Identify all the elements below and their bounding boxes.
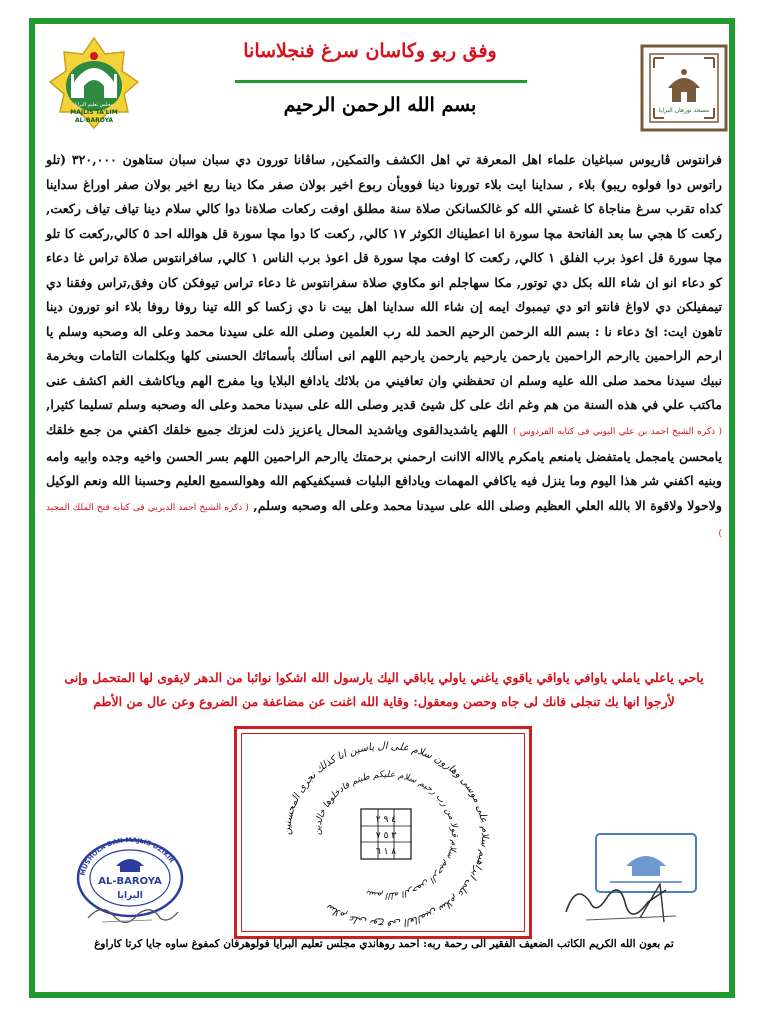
body-paragraph-2: اللهم ياشديدالقوى وياشديد المحال ياعزيز ذلت لعزتك جميع خلقك اكفني من جمع خلقك يامحسن يامجمل يامتفضل يامنعم يامكرم يالااله الاانت ارحمني برحمتك ياارحم الراحمين اللهم بسر الحسن واخيه وجده وابيه وامه وبنيه اكفني شر هذا اليوم وما ينزل فيه ياكافي المهمات ويادافع البليات فسيكفيكهم الله وهوالسميع العليم وحسبنا الله ونعم الوكيل ولاحولا ولاقوة الا بالله العلي العظيم وصلى الله على سيدنا محمد وعلى اله وصحبه وسلم,	[46, 422, 723, 513]
stamp-arabic: البرايا	[117, 891, 143, 901]
left-logo-arabic: مجلس تعليم البرايا	[74, 102, 114, 108]
document-title: وفق ربو وكاسان سرغ فنجلاسانا	[243, 40, 497, 62]
footer-colophon: تم بعون الله الكريم الكاتب الضعيف الفقير الى رحمة ربه: احمد روهاندي مجلس تعليم البرايا فولوهرفان كمفوغ ساوه جايا كرتا كاراوغ	[94, 938, 674, 950]
left-logo-name: MAJLIS TA'LIM	[70, 109, 118, 116]
citation-albuni: ( ذكره الشيخ احمد بن علي البوني فى كتابه الفردوس )	[512, 427, 722, 438]
amulet-outer-ring: سلام على نوح فى العالمين سلام على ابراهيم سلام على موسى وهارون سلام على ال ياسين انا كذلك نجزى المحسنين	[281, 740, 491, 930]
citation-ad-dairabi: ( ذكره الشيخ احمد الديربي فى كتابه فتح الملك المجيد )	[46, 502, 722, 540]
grid-row-3: ٨ ١ ٦	[375, 847, 397, 857]
red-prayer-block	[46, 666, 722, 714]
wafaq-amulet	[234, 726, 532, 939]
title-underline	[235, 80, 527, 83]
red-prayer-line-1: ياحي ياعلي ياملي ياوافي ياواقي ياقوي ياغني ياولي ياباقي اليك يارسول الله اشكوا نوائبا من الدهر لايقوى لها المتحمل وإنى	[64, 670, 704, 685]
magic-square-box	[361, 809, 411, 859]
grid-row-2: ٣ ٥ ٧	[375, 831, 397, 841]
main-body-text	[46, 148, 722, 547]
right-logo-name: مسجد نورهان البرايا	[658, 107, 710, 114]
signature-right	[556, 872, 692, 932]
left-logo-sub: AL-BAROYA	[74, 117, 114, 124]
grid-row-1: ٤ ٩ ٢	[375, 815, 397, 825]
body-paragraph-1: فرانتوس ڤاريوس سباغيان علماء اهل المعرفة تي اهل الكشف والتمكين, ساڤانا تورون دي سبان سبان ستاهون ٣٢٠,٠٠٠ (تلو راتوس دوا فولوه ريبو) بلاء , سداينا ايت بلاء تورونا دينا فوويأن ربوع اخير بولان صفر مكا دينا ربع اخير بولان صفر اوراغ سداينا كداه تقرب سرغ مناجاة كا غستي الله كو غالكسانكن صلاة سنة مطلق اوفت ركعات صلاةنا دوا كالي سلام دينا تياف تياف ركعت, ركعت كا هجي سا بعد الفاتحة مچا سورة انا اعطيناك الكوثر ١٧ كالي, ركعت كا دوا مچا سورة قل هوالله احد ٥ كالي,ركعت كا تلو مچا سورة قل اعوذ برب الفلق ١ كالي, ركعت كا اوفت مچا سورة قل اعوذ برب الناس ١ كالي, سافرانتوس صلاة تراس غا دعاء كو دعاء انو ان شاء الله بكل دي توتور, مكا سهاجلم انو مكاوي صلاة سفرانتوس غا دعاء تراس تيوفكن كان وفق,تراس وفقنا دي تيمفيلكن دي لاواغ فانتو اتو دي تيمبوك ايمه إن شاء الله سداينا اهل بيت نا دي زكسا كو الله تينا روفا روفا بلاء انو تورون دينا تاهون ايت: اىٔ دعاء نا : بسم الله الرحمن الرحيم الحمد لله رب العلمين وصلى الله على سيدنا محمد وعلى اله وصحبه وسلم يا ارحم الراحمين ياارحم الراحمين يارحمن يارحيم يارحمن يارحيم اللهم انى اسألك بأسمائك الحسنى كلها وبكلمات التامات وبخرمة نبيك سيدنا محمد صلى الله عليه وسلم ان تحفظني وان تعافيني من بلائك يادافع البلايا ويا مفرج الهم وياكاشف الغم اكشف عنى ماكتب علي في هذه السنة من هم وغم انك على كل شيئ قدير وصلى الله على سيدنا محمد وعلى اله وصحبه وسلم تسليما كثيرا,	[46, 152, 722, 413]
basmala-heading: بسم الله الرحمن الرحيم	[283, 94, 477, 116]
signature-left	[82, 896, 182, 928]
stamp-arc-text: MUSHOLA DAN MAJLIS DZIKIR	[78, 835, 176, 877]
red-prayer-line-2: لأرجوا انها بك تنجلى فانك لى جاه وحصن ومعقول: وقاية الله اغنت عن مضاعفة من الضروع وعن عال من الأطم	[93, 694, 675, 709]
mosque-logo-right	[640, 44, 728, 132]
amulet-inner-ring: بسم الله الرحمن الرحيم سلام قولا من رب رحيم سلام عليكم طبتم فادخلوها خالدين	[312, 769, 460, 901]
stamp-name: AL-BAROYA	[98, 876, 162, 887]
majlis-logo-left	[44, 34, 144, 134]
